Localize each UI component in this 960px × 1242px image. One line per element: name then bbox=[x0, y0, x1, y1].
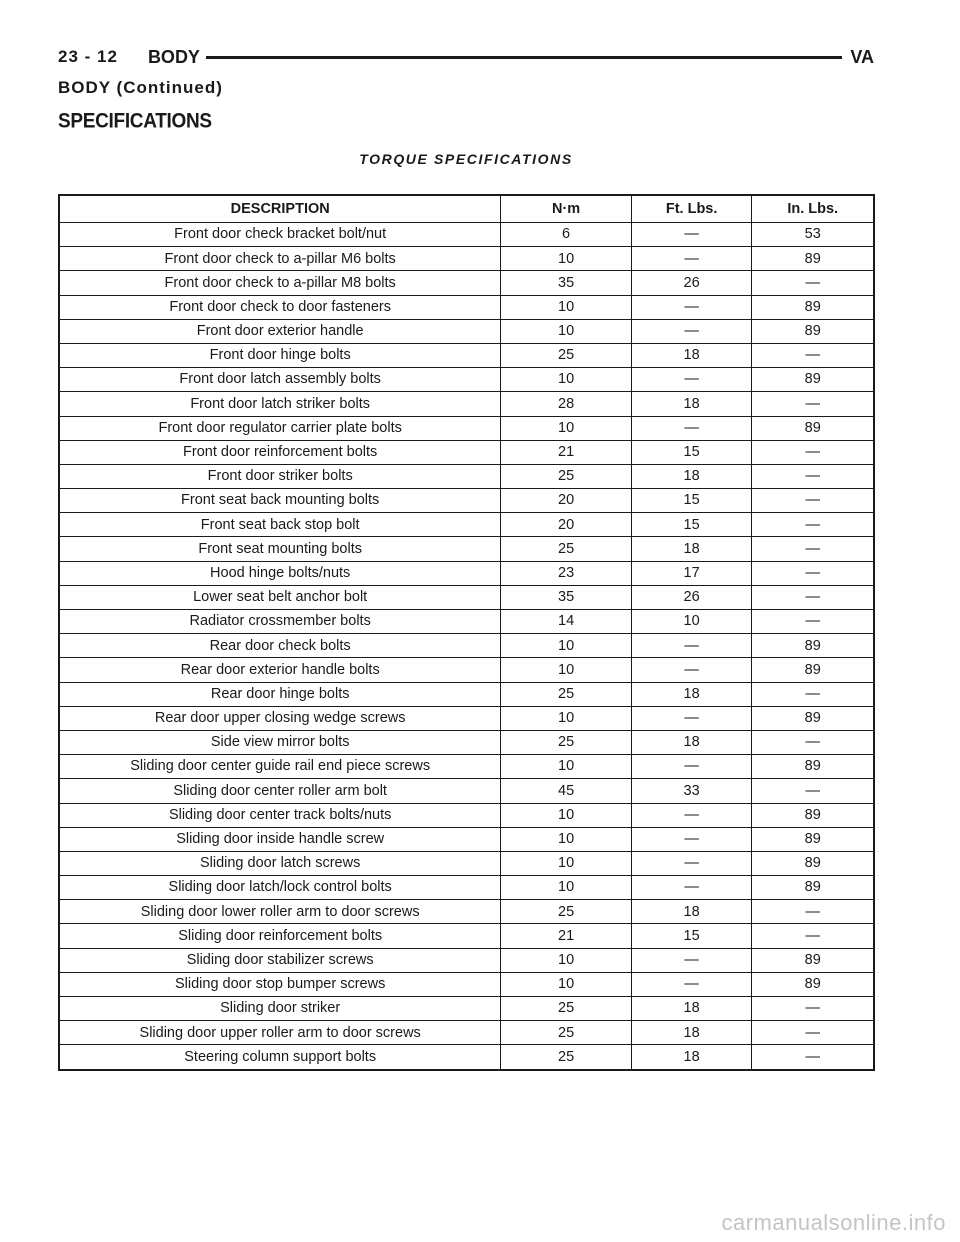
cell-description: Rear door hinge bolts bbox=[59, 682, 501, 706]
column-header-in-lbs: In. Lbs. bbox=[752, 195, 874, 223]
table-row bbox=[59, 489, 874, 513]
page-number: 23 - 12 bbox=[58, 47, 118, 66]
table-row bbox=[59, 900, 874, 924]
table-row bbox=[59, 223, 874, 247]
section-title: SPECIFICATIONS bbox=[58, 110, 212, 134]
table-row bbox=[59, 537, 874, 561]
cell-nm: 21 bbox=[501, 924, 632, 948]
table-row bbox=[59, 779, 874, 803]
cell-in-lbs: — bbox=[752, 1021, 874, 1045]
cell-description: Front door striker bolts bbox=[59, 464, 501, 488]
table-row bbox=[59, 416, 874, 440]
cell-nm: 45 bbox=[501, 779, 632, 803]
cell-in-lbs: 89 bbox=[752, 368, 874, 392]
cell-description: Front door regulator carrier plate bolts bbox=[59, 416, 501, 440]
table-row bbox=[59, 295, 874, 319]
cell-ft-lbs: — bbox=[631, 851, 752, 875]
cell-nm: 28 bbox=[501, 392, 632, 416]
cell-description: Sliding door lower roller arm to door screws bbox=[59, 900, 501, 924]
cell-ft-lbs: — bbox=[631, 658, 752, 682]
table-row bbox=[59, 440, 874, 464]
cell-ft-lbs: 15 bbox=[631, 440, 752, 464]
table-row bbox=[59, 755, 874, 779]
cell-in-lbs: 89 bbox=[752, 416, 874, 440]
cell-in-lbs: 89 bbox=[752, 247, 874, 271]
cell-nm: 25 bbox=[501, 343, 632, 367]
cell-in-lbs: — bbox=[752, 343, 874, 367]
cell-ft-lbs: — bbox=[631, 247, 752, 271]
cell-nm: 25 bbox=[501, 997, 632, 1021]
cell-in-lbs: — bbox=[752, 489, 874, 513]
cell-ft-lbs: 18 bbox=[631, 464, 752, 488]
cell-description: Front seat back mounting bolts bbox=[59, 489, 501, 513]
table-row bbox=[59, 706, 874, 730]
cell-in-lbs: 89 bbox=[752, 948, 874, 972]
cell-in-lbs: — bbox=[752, 924, 874, 948]
cell-description: Front seat back stop bolt bbox=[59, 513, 501, 537]
cell-in-lbs: — bbox=[752, 585, 874, 609]
table-row bbox=[59, 924, 874, 948]
cell-ft-lbs: 26 bbox=[631, 585, 752, 609]
cell-in-lbs: — bbox=[752, 513, 874, 537]
section-name: BODY bbox=[147, 46, 200, 67]
cell-nm: 10 bbox=[501, 876, 632, 900]
cell-in-lbs: — bbox=[752, 561, 874, 585]
cell-in-lbs: — bbox=[752, 900, 874, 924]
cell-nm: 10 bbox=[501, 658, 632, 682]
cell-nm: 10 bbox=[501, 803, 632, 827]
cell-in-lbs: — bbox=[752, 730, 874, 754]
cell-nm: 25 bbox=[501, 464, 632, 488]
cell-description: Side view mirror bolts bbox=[59, 730, 501, 754]
cell-nm: 23 bbox=[501, 561, 632, 585]
cell-in-lbs: 89 bbox=[752, 295, 874, 319]
cell-nm: 10 bbox=[501, 972, 632, 996]
table-row bbox=[59, 1045, 874, 1070]
page-header bbox=[58, 44, 874, 70]
cell-ft-lbs: — bbox=[631, 223, 752, 247]
cell-nm: 25 bbox=[501, 1045, 632, 1070]
cell-ft-lbs: — bbox=[631, 295, 752, 319]
cell-nm: 6 bbox=[501, 223, 632, 247]
cell-description: Front door check to a-pillar M6 bolts bbox=[59, 247, 501, 271]
cell-in-lbs: 89 bbox=[752, 658, 874, 682]
cell-ft-lbs: 18 bbox=[631, 682, 752, 706]
cell-ft-lbs: — bbox=[631, 948, 752, 972]
cell-description: Front door hinge bolts bbox=[59, 343, 501, 367]
cell-ft-lbs: — bbox=[631, 416, 752, 440]
cell-ft-lbs: 18 bbox=[631, 900, 752, 924]
table-row bbox=[59, 247, 874, 271]
cell-nm: 25 bbox=[501, 1021, 632, 1045]
column-header-description: DESCRIPTION bbox=[59, 195, 501, 223]
cell-in-lbs: — bbox=[752, 997, 874, 1021]
table-row bbox=[59, 658, 874, 682]
cell-ft-lbs: 18 bbox=[631, 1021, 752, 1045]
cell-description: Lower seat belt anchor bolt bbox=[59, 585, 501, 609]
cell-ft-lbs: 26 bbox=[631, 271, 752, 295]
cell-in-lbs: 89 bbox=[752, 827, 874, 851]
cell-ft-lbs: 18 bbox=[631, 343, 752, 367]
cell-description: Front door exterior handle bbox=[59, 319, 501, 343]
cell-in-lbs: 53 bbox=[752, 223, 874, 247]
cell-in-lbs: 89 bbox=[752, 755, 874, 779]
table-row bbox=[59, 513, 874, 537]
torque-spec-table bbox=[58, 194, 875, 1071]
cell-in-lbs: 89 bbox=[752, 634, 874, 658]
cell-nm: 35 bbox=[501, 585, 632, 609]
cell-nm: 10 bbox=[501, 247, 632, 271]
cell-description: Sliding door stop bumper screws bbox=[59, 972, 501, 996]
cell-description: Rear door upper closing wedge screws bbox=[59, 706, 501, 730]
cell-in-lbs: 89 bbox=[752, 319, 874, 343]
cell-in-lbs: — bbox=[752, 464, 874, 488]
table-row bbox=[59, 368, 874, 392]
cell-description: Front door check bracket bolt/nut bbox=[59, 223, 501, 247]
cell-in-lbs: — bbox=[752, 271, 874, 295]
cell-ft-lbs: — bbox=[631, 972, 752, 996]
table-row bbox=[59, 392, 874, 416]
cell-ft-lbs: 18 bbox=[631, 392, 752, 416]
cell-ft-lbs: 33 bbox=[631, 779, 752, 803]
cell-description: Rear door exterior handle bolts bbox=[59, 658, 501, 682]
cell-description: Front door check to door fasteners bbox=[59, 295, 501, 319]
cell-in-lbs: — bbox=[752, 537, 874, 561]
table-row bbox=[59, 948, 874, 972]
table-row bbox=[59, 997, 874, 1021]
table-row bbox=[59, 827, 874, 851]
table-body bbox=[59, 223, 874, 1070]
cell-ft-lbs: — bbox=[631, 706, 752, 730]
cell-description: Sliding door inside handle screw bbox=[59, 827, 501, 851]
cell-ft-lbs: — bbox=[631, 368, 752, 392]
table-row bbox=[59, 343, 874, 367]
cell-nm: 10 bbox=[501, 634, 632, 658]
cell-description: Sliding door stabilizer screws bbox=[59, 948, 501, 972]
header-rule bbox=[206, 56, 842, 59]
cell-nm: 10 bbox=[501, 851, 632, 875]
model-code: VA bbox=[850, 46, 874, 67]
table-row bbox=[59, 876, 874, 900]
table-row bbox=[59, 682, 874, 706]
cell-nm: 14 bbox=[501, 610, 632, 634]
cell-in-lbs: 89 bbox=[752, 803, 874, 827]
cell-nm: 10 bbox=[501, 295, 632, 319]
cell-nm: 25 bbox=[501, 900, 632, 924]
table-row bbox=[59, 972, 874, 996]
table-row bbox=[59, 585, 874, 609]
cell-nm: 10 bbox=[501, 755, 632, 779]
cell-ft-lbs: 10 bbox=[631, 610, 752, 634]
cell-nm: 10 bbox=[501, 416, 632, 440]
cell-description: Sliding door upper roller arm to door screws bbox=[59, 1021, 501, 1045]
table-row bbox=[59, 464, 874, 488]
cell-nm: 35 bbox=[501, 271, 632, 295]
table-row bbox=[59, 271, 874, 295]
cell-nm: 21 bbox=[501, 440, 632, 464]
cell-nm: 20 bbox=[501, 513, 632, 537]
cell-nm: 25 bbox=[501, 730, 632, 754]
cell-description: Rear door check bolts bbox=[59, 634, 501, 658]
cell-description: Front door reinforcement bolts bbox=[59, 440, 501, 464]
cell-nm: 10 bbox=[501, 706, 632, 730]
cell-ft-lbs: 18 bbox=[631, 730, 752, 754]
cell-in-lbs: 89 bbox=[752, 876, 874, 900]
cell-ft-lbs: 15 bbox=[631, 924, 752, 948]
cell-description: Sliding door center roller arm bolt bbox=[59, 779, 501, 803]
cell-description: Sliding door latch screws bbox=[59, 851, 501, 875]
cell-ft-lbs: 18 bbox=[631, 997, 752, 1021]
cell-ft-lbs: 15 bbox=[631, 489, 752, 513]
cell-description: Hood hinge bolts/nuts bbox=[59, 561, 501, 585]
continued-title: BODY (Continued) bbox=[58, 78, 223, 97]
cell-description: Sliding door striker bbox=[59, 997, 501, 1021]
cell-description: Front door latch assembly bolts bbox=[59, 368, 501, 392]
cell-in-lbs: 89 bbox=[752, 706, 874, 730]
cell-nm: 10 bbox=[501, 827, 632, 851]
table-row bbox=[59, 803, 874, 827]
cell-nm: 10 bbox=[501, 948, 632, 972]
cell-ft-lbs: 18 bbox=[631, 537, 752, 561]
table-row bbox=[59, 634, 874, 658]
table-header-row bbox=[59, 195, 874, 223]
cell-in-lbs: — bbox=[752, 610, 874, 634]
cell-description: Front door latch striker bolts bbox=[59, 392, 501, 416]
table-row bbox=[59, 319, 874, 343]
cell-in-lbs: — bbox=[752, 392, 874, 416]
cell-ft-lbs: — bbox=[631, 876, 752, 900]
cell-in-lbs: — bbox=[752, 1045, 874, 1070]
cell-in-lbs: 89 bbox=[752, 851, 874, 875]
cell-description: Sliding door latch/lock control bolts bbox=[59, 876, 501, 900]
cell-in-lbs: 89 bbox=[752, 972, 874, 996]
table-row bbox=[59, 851, 874, 875]
table-row bbox=[59, 561, 874, 585]
cell-description: Steering column support bolts bbox=[59, 1045, 501, 1070]
cell-description: Front door check to a-pillar M8 bolts bbox=[59, 271, 501, 295]
cell-in-lbs: — bbox=[752, 682, 874, 706]
cell-nm: 20 bbox=[501, 489, 632, 513]
cell-description: Sliding door reinforcement bolts bbox=[59, 924, 501, 948]
table-row bbox=[59, 1021, 874, 1045]
cell-ft-lbs: 15 bbox=[631, 513, 752, 537]
cell-ft-lbs: — bbox=[631, 634, 752, 658]
table-caption: TORQUE SPECIFICATIONS bbox=[359, 151, 573, 167]
cell-nm: 10 bbox=[501, 368, 632, 392]
cell-in-lbs: — bbox=[752, 779, 874, 803]
cell-description: Sliding door center guide rail end piece screws bbox=[59, 755, 501, 779]
column-header-nm: N·m bbox=[501, 195, 632, 223]
cell-ft-lbs: 17 bbox=[631, 561, 752, 585]
cell-nm: 10 bbox=[501, 319, 632, 343]
cell-ft-lbs: — bbox=[631, 803, 752, 827]
cell-ft-lbs: — bbox=[631, 755, 752, 779]
cell-ft-lbs: — bbox=[631, 827, 752, 851]
table-row bbox=[59, 610, 874, 634]
cell-description: Front seat mounting bolts bbox=[59, 537, 501, 561]
cell-description: Radiator crossmember bolts bbox=[59, 610, 501, 634]
watermark: carmanualsonline.info bbox=[721, 1210, 946, 1235]
table-row bbox=[59, 730, 874, 754]
cell-ft-lbs: 18 bbox=[631, 1045, 752, 1070]
cell-in-lbs: — bbox=[752, 440, 874, 464]
cell-ft-lbs: — bbox=[631, 319, 752, 343]
cell-description: Sliding door center track bolts/nuts bbox=[59, 803, 501, 827]
cell-nm: 25 bbox=[501, 682, 632, 706]
column-header-ft-lbs: Ft. Lbs. bbox=[631, 195, 752, 223]
cell-nm: 25 bbox=[501, 537, 632, 561]
